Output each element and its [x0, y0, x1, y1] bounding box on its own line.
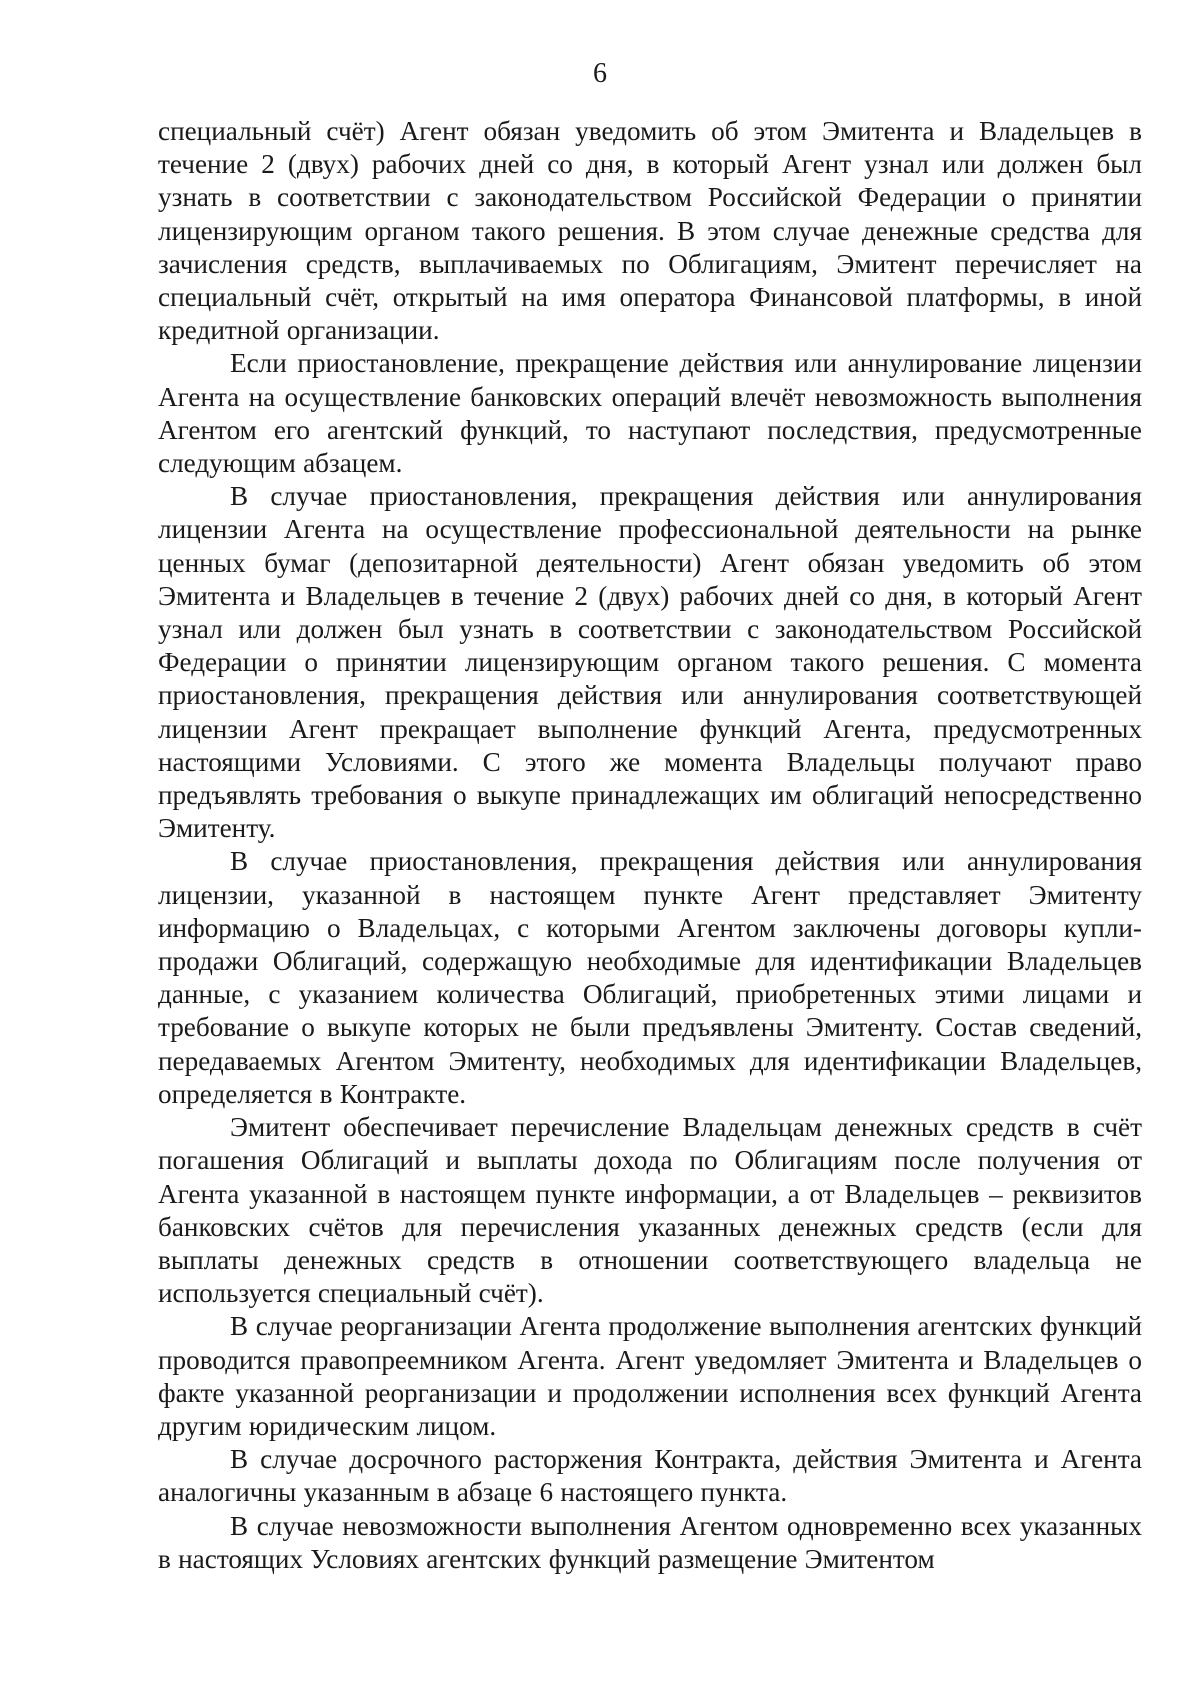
page-number: 6 — [593, 58, 607, 89]
paragraph-8: В случае невозможности выполнения Агентом одновременно всех указанных в настоящих Условиях агентских функций размещение Эмитентом — [158, 1510, 1142, 1574]
paragraph-3: В случае приостановления, прекращения действия или аннулирования лицензии Агента на осуществление профессиональной деятельности на рынке ценных бумаг (депозитарной деятельности) Агент обязан уведомить об этом Эмитента и Владельцев в течение 2 (двух) рабочих дней со дня, в который Агент узнал или должен был узнать в соответствии с законодательством Российской Федерации о принятии лицензирующим органом такого решения. С момента приостановления, прекращения действия или аннулирования соответствующей лицензии Агент прекращает выполнение функций Агента, предусмотренных настоящими Условиями. С этого же момента Владельцы получают право предъявлять требования о выкупе принадлежащих им облигаций непосредственно Эмитенту. — [158, 481, 1142, 844]
paragraph-6: В случае реорганизации Агента продолжение выполнения агентских функций проводится правопреемником Агента. Агент уведомляет Эмитента и Владельцев о факте указанной реорганизации и продолжении исполнения всех функций Агента другим юридическим лицом. — [158, 1311, 1142, 1441]
paragraph-1: специальный счёт) Агент обязан уведомить об этом Эмитента и Владельцев в течение 2 (двух) рабочих дней со дня, в который Агент узнал или должен был узнать в соответствии с законодательством Российской Федерации о принятии лицензирующим органом такого решения. В этом случае денежные средства для зачисления средств, выплачиваемых по Облигациям, Эмитент перечисляет на специальный счёт, открытый на имя оператора Финансовой платформы, в иной кредитной организации. — [158, 116, 1142, 346]
paragraph-7: В случае досрочного расторжения Контракта, действия Эмитента и Агента аналогичны указанным в абзаце 6 настоящего пункта. — [158, 1444, 1142, 1508]
paragraph-5: Эмитент обеспечивает перечисление Владельцам денежных средств в счёт погашения Облигаций и выплаты дохода по Облигациям после получения от Агента указанной в настоящем пункте информации, а от Владельцев – реквизитов банковских счётов для перечисления указанных денежных средств (если для выплаты денежных средств в отношении соответствующего владельца не используется специальный счёт). — [158, 1112, 1142, 1309]
paragraph-2: Если приостановление, прекращение действия или аннулирование лицензии Агента на осуществление банковских операций влечёт невозможность выполнения Агентом его агентский функций, то наступают последствия, предусмотренные следующим абзацем. — [158, 348, 1142, 479]
paragraph-4: В случае приостановления, прекращения действия или аннулирования лицензии, указанной в настоящем пункте Агент представляет Эмитенту информацию о Владельцах, с которыми Агентом заключены договоры купли-продажи Облигаций, содержащую необходимые для идентификации Владельцев данные, с указанием количества Облигаций, приобретенных этими лицами и требование о выкупе которых не были предъявлены Эмитенту. Состав сведений, передаваемых Агентом Эмитенту, необходимых для идентификации Владельцев, определяется в Контракте. — [158, 846, 1142, 1109]
document-body — [158, 115, 1142, 1576]
